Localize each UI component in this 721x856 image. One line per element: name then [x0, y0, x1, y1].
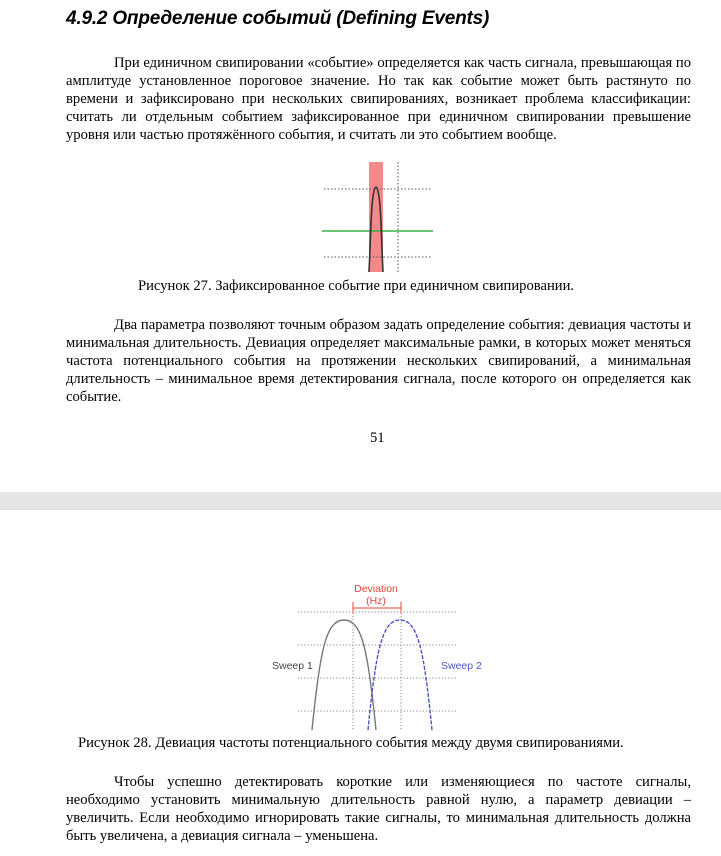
paragraph-event-definition: При единичном свипировании «событие» определяется как часть сигнала, превышающая по амплитуде установленное пороговое значение. Но так как событие может быть растянуто по времени и зафиксировано при нескольких свипированиях, возникает проблема классификации: считать ли отдельным событием зафиксированное при единичном свипировании превышение уровня или частью протяжённого события, и считать ли это событием вообще. — [66, 55, 691, 143]
figure-27-single-sweep-event — [320, 162, 435, 272]
page-separator — [0, 492, 721, 510]
figure-27-caption: Рисунок 27. Зафиксированное событие при единичном свипировании. — [138, 278, 575, 294]
deviation-label: Deviation — [354, 583, 398, 595]
sweep-1-label: Sweep 1 — [272, 660, 313, 672]
figure-28-frequency-deviation — [268, 580, 482, 732]
paragraph-event-parameters: Два параметра позволяют точным образом задать определение события: девиация частоты и минимальная длительность. Девиация определяет максимальные рамки, в которых может меняться частота потенциального события на протяжении нескольких свипирований, а минимальная длительность – минимальное время детектирования сигнала, после которого он определяется как событие. — [66, 317, 691, 405]
section-heading: 4.9.2 Определение событий (Defining Events) — [66, 8, 490, 29]
document-page-52 — [0, 510, 721, 856]
page-number: 51 — [370, 430, 385, 446]
deviation-unit: (Hz) — [366, 595, 386, 607]
sweep-1-curve — [312, 620, 376, 730]
sweep-2-label: Sweep 2 — [441, 660, 482, 672]
sweep-2-curve — [368, 620, 432, 730]
paragraph-detection-advice: Чтобы успешно детектировать короткие или изменяющиеся по частоте сигналы, необходимо установить минимальную длительность равной нулю, а параметр девиации – увеличить. Если необходимо игнорировать такие сигналы, то минимальная длительность должна быть увеличена, а девиация сигнала – уменьшена. — [66, 774, 691, 844]
figure-28-caption: Рисунок 28. Девиация частоты потенциального события между двумя свипированиями. — [78, 735, 624, 751]
